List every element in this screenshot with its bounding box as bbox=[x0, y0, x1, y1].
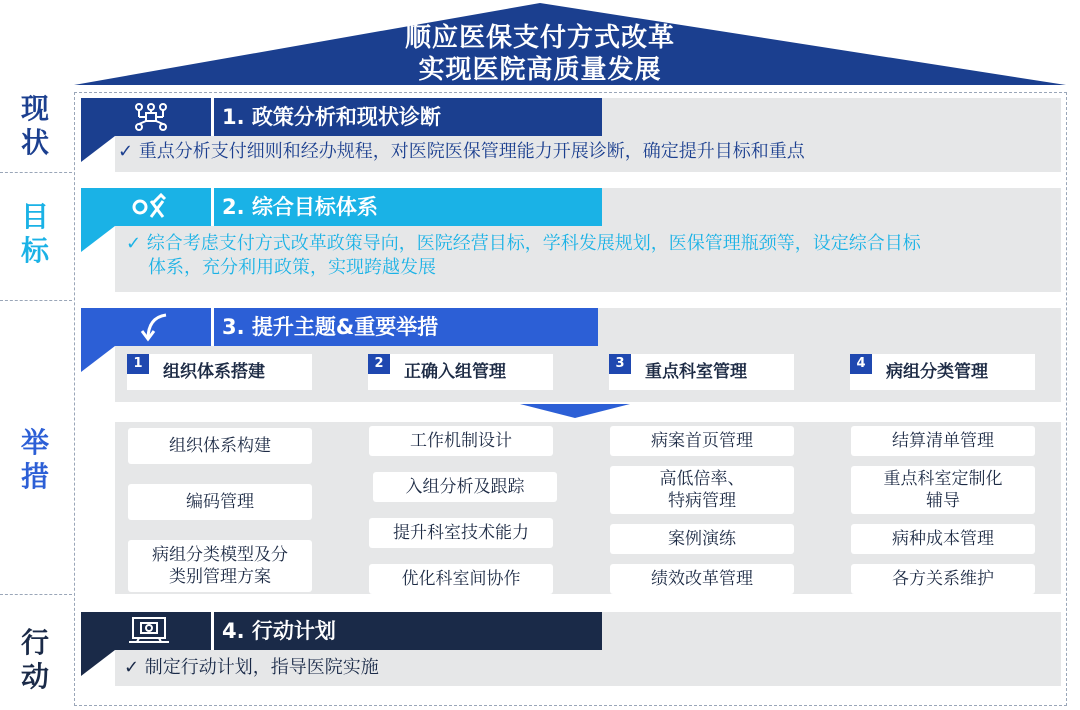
section-1-desc: ✓ 重点分析支付细则和经办规程，对医院医保管理能力开展诊断，确定提升目标和重点 bbox=[118, 141, 805, 162]
measure-box: 各方关系维护 bbox=[851, 564, 1035, 594]
section-2-icon-block bbox=[81, 188, 211, 226]
section-2-desc-line1: ✓ 综合考虑支付方式改革政策导向，医院经营目标，学科发展规划，医保管理瓶颈等，设定综合目标 bbox=[126, 233, 921, 254]
side-divider bbox=[0, 172, 72, 173]
side-label-goal: 目 标 bbox=[20, 200, 49, 267]
measure-box: 入组分析及跟踪 bbox=[373, 472, 557, 502]
topic-number: 2 bbox=[368, 354, 390, 374]
side-label-status: 现 状 bbox=[20, 92, 49, 159]
down-arrow-icon bbox=[520, 404, 630, 420]
section-3-title: 3. 提升主题&重要举措 bbox=[214, 308, 598, 346]
main-title-line2: 实现医院高质量发展 bbox=[418, 55, 662, 85]
measure-box: 高低倍率、 特病管理 bbox=[610, 466, 794, 514]
topic-number: 3 bbox=[609, 354, 631, 374]
measure-box: 提升科室技术能力 bbox=[369, 518, 553, 548]
topic-card bbox=[127, 354, 312, 390]
measure-box: 病种成本管理 bbox=[851, 524, 1035, 554]
computer-money-icon bbox=[127, 615, 171, 647]
measure-box: 绩效改革管理 bbox=[610, 564, 794, 594]
measure-box: 组织体系构建 bbox=[128, 428, 312, 464]
topic-label: 正确入组管理 bbox=[404, 362, 506, 382]
section-4-desc: ✓ 制定行动计划，指导医院实施 bbox=[124, 657, 379, 678]
measure-box: 病组分类模型及分 类别管理方案 bbox=[128, 540, 312, 592]
topic-card bbox=[368, 354, 553, 390]
section-4-icon-block bbox=[81, 612, 211, 650]
target-arrow-icon bbox=[131, 191, 171, 223]
side-label-measures: 举 措 bbox=[20, 426, 49, 493]
section-1-tab-tail bbox=[81, 136, 115, 162]
side-divider bbox=[0, 300, 72, 301]
topic-label: 病组分类管理 bbox=[886, 362, 988, 382]
curved-arrow-icon bbox=[136, 311, 176, 343]
section-3-icon-block bbox=[81, 308, 211, 346]
section-2-desc-line2: 体系，充分利用政策，实现跨越发展 bbox=[148, 257, 436, 278]
section-3-tab-tail bbox=[81, 346, 115, 372]
measure-box: 编码管理 bbox=[128, 484, 312, 520]
measure-box: 结算清单管理 bbox=[851, 426, 1035, 456]
section-1-title: 1. 政策分析和现状诊断 bbox=[214, 98, 602, 136]
measure-box: 案例演练 bbox=[610, 524, 794, 554]
measure-box: 重点科室定制化 辅导 bbox=[851, 466, 1035, 514]
side-divider bbox=[0, 594, 72, 595]
measure-box: 工作机制设计 bbox=[369, 426, 553, 456]
main-title-line1: 顺应医保支付方式改革 bbox=[404, 23, 675, 53]
topic-card bbox=[609, 354, 794, 390]
topic-label: 重点科室管理 bbox=[645, 362, 747, 382]
section-2-title: 2. 综合目标体系 bbox=[214, 188, 602, 226]
section-2-tab-tail bbox=[81, 226, 115, 252]
topic-card bbox=[850, 354, 1035, 390]
topic-number: 1 bbox=[127, 354, 149, 374]
topic-number: 4 bbox=[850, 354, 872, 374]
side-label-action: 行 动 bbox=[20, 626, 49, 693]
measure-box: 优化科室间协作 bbox=[369, 564, 553, 594]
network-icon bbox=[131, 101, 171, 133]
section-4-tab-tail bbox=[81, 650, 115, 676]
topic-label: 组织体系搭建 bbox=[163, 362, 265, 382]
measure-box: 病案首页管理 bbox=[610, 426, 794, 456]
section-4-title: 4. 行动计划 bbox=[214, 612, 602, 650]
section-1-icon-block bbox=[81, 98, 211, 136]
